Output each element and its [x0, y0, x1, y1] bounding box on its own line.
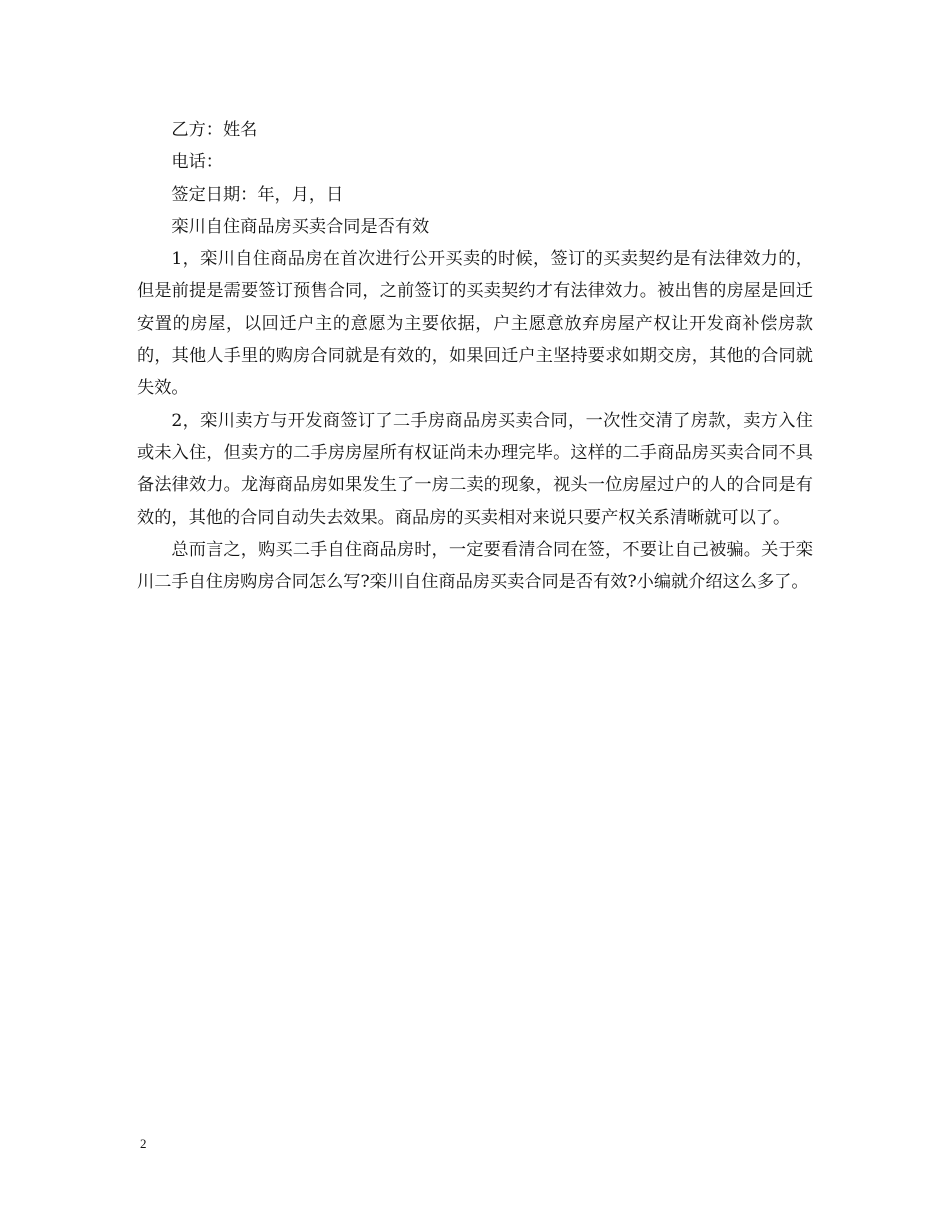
paragraph-1: 1，栾川自住商品房在首次进行公开买卖的时候，签订的买卖契约是有法律效力的，但是前提是需要签订预售合同，之前签订的买卖契约才有法律效力。被出售的房屋是回迁安置的房屋，以回迁户主的意愿为主要依据，户主愿意放弃房屋产权让开发商补偿房款的，其他人手里的购房合同就是有效的，如果回迁户主坚持要求如期交房，其他的合同就失效。 [137, 249, 813, 399]
section-heading: 栾川自住商品房买卖合同是否有效 [171, 216, 430, 237]
sign-date-line: 签定日期：年，月，日 [171, 184, 344, 205]
paragraph-3: 总而言之，购买二手自住商品房时，一定要看清合同在签，不要让自己被骗。关于栾川二手自住房购房合同怎么写?栾川自住商品房买卖合同是否有效?小编就介绍这么多了。 [137, 539, 813, 593]
party-b-line: 乙方：姓名 [171, 120, 258, 140]
paragraph-2: 2，栾川卖方与开发商签订了二手房商品房买卖合同，一次性交清了房款，卖方入住或未入住，但卖方的二手房房屋所有权证尚未办理完毕。这样的二手商品房买卖合同不具备法律效力。龙海商品房如果发生了一房二卖的现象，视头一位房屋过户的人的合同是有效的，其他的合同自动失去效果。商品房的买卖相对来说只要产权关系清晰就可以了。 [137, 410, 813, 528]
page-number: 2 [140, 1136, 147, 1151]
document-body [137, 114, 813, 598]
phone-line: 电话： [171, 152, 223, 173]
